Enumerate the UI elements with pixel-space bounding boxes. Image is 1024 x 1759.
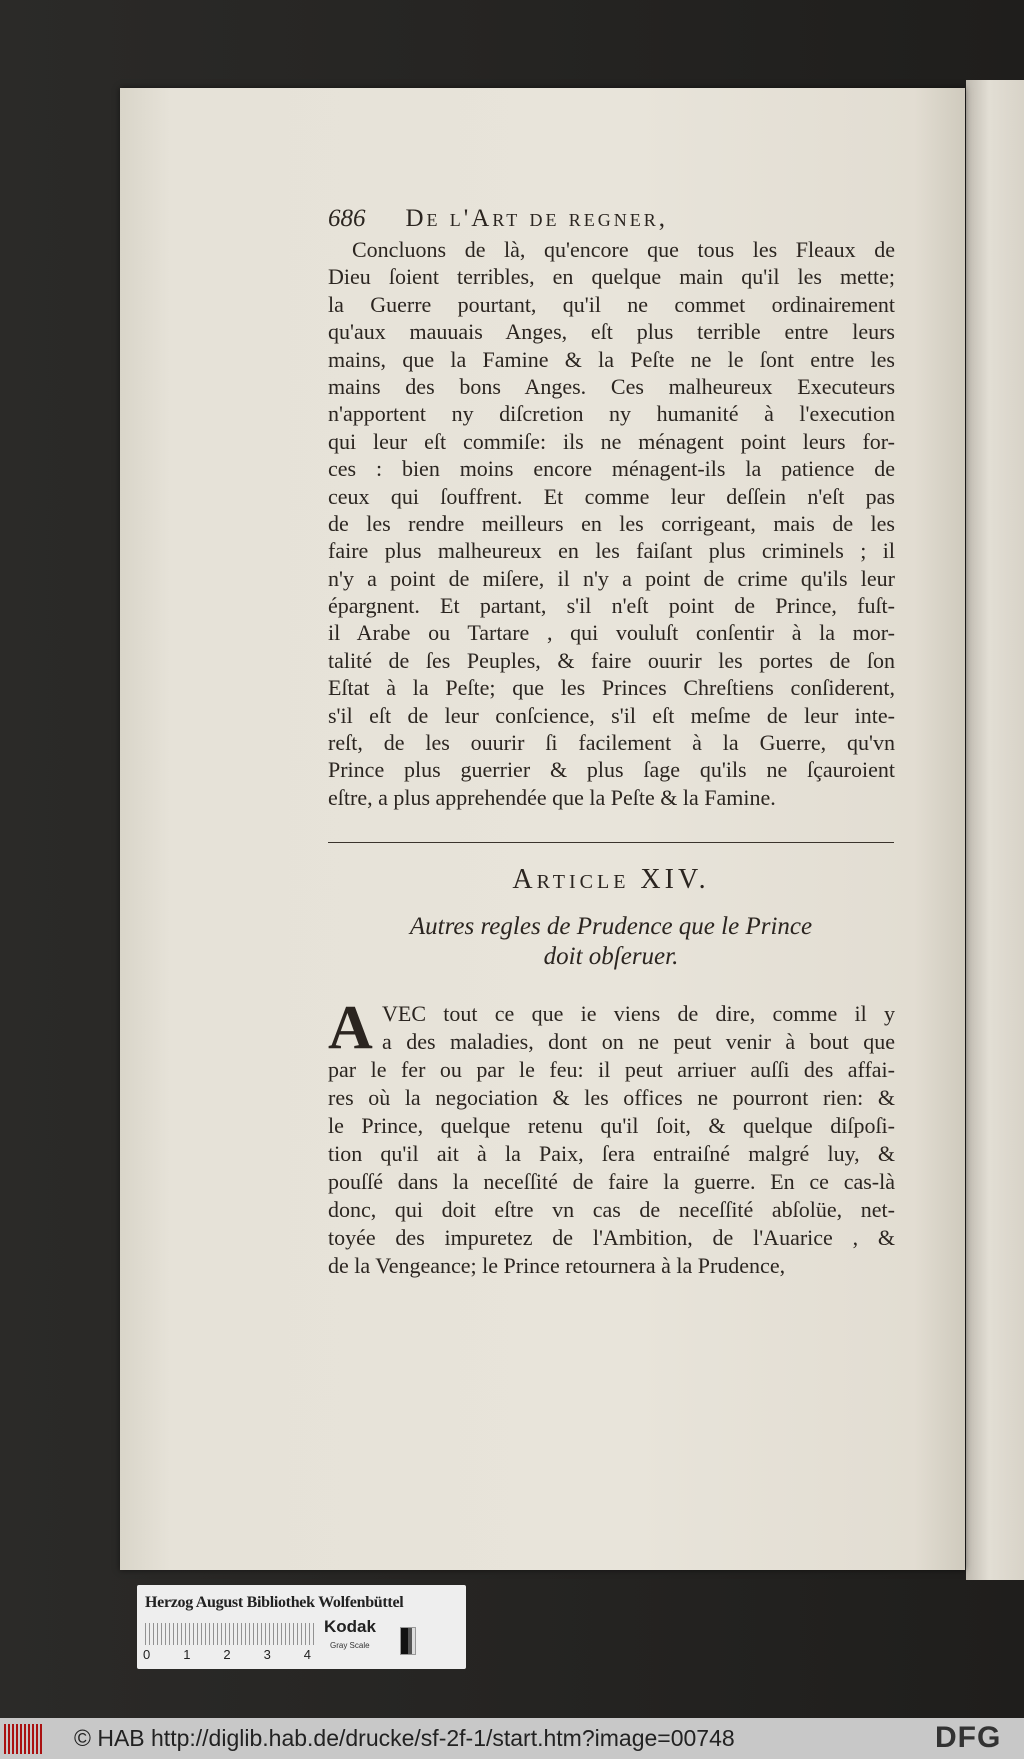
paragraph-2 [328, 1000, 895, 1280]
text-line: tion qu'il ait à la Paix, ſera entraiſné malgré luy, & [328, 1141, 895, 1166]
subtitle-line: Autres regles de Prudence que le Prince [409, 913, 813, 940]
text-line: faire plus malheureux en les faiſant plus criminels ; il [328, 538, 895, 564]
gray-scale-caption: Gray Scale [330, 1641, 370, 1650]
running-head [328, 204, 898, 234]
text-line: mains, que la Famine & la Peſte ne le ſont entre les [328, 346, 895, 372]
copyright-link[interactable]: © HAB http://diglib.hab.de/drucke/sf-2f-1/start.htm?image=00748 [74, 1725, 735, 1751]
page-number: 686 [328, 205, 366, 232]
text-line: la Guerre pourtant, qu'il ne commet ordinairement [328, 291, 895, 317]
text-line: Eſtat à la Peſte; que les Princes Chreſtiens conſiderent, [328, 675, 895, 701]
text-line: pouſſé dans la neceſſité de faire la guerre. En ce cas-là [328, 1169, 895, 1194]
text-line: n'y a point de miſere, il n'y a point de crime qu'ils leur [328, 565, 895, 591]
text-line: de la Vengeance; le Prince retournera à la Prudence, [328, 1253, 786, 1278]
running-title: De l'Art de regner, [405, 205, 669, 232]
text-line: toyée des impuretez de l'Ambition, de l'Auarice , & [328, 1225, 895, 1250]
library-color-chart-label [137, 1585, 466, 1669]
dfg-logo: DFG [935, 1721, 1002, 1754]
text-line: talité de ſes Peuples, & faire ouurir les portes de ſon [328, 647, 895, 673]
ruler-numbers [143, 1647, 311, 1663]
ruler-number: 1 [183, 1647, 191, 1662]
kodak-brand: Kodak [324, 1617, 376, 1636]
text-line: il Arabe ou Tartare , qui vouluſt conſentir à la mor- [328, 620, 895, 646]
ruler-number: 3 [263, 1647, 271, 1662]
ruler-number: 0 [143, 1647, 151, 1662]
text-line: de les rendre meilleurs en les corrigeant, mais de les [328, 510, 895, 536]
adjacent-page-edge [966, 80, 1024, 1580]
article-heading: Article XIV. [512, 864, 710, 895]
text-line: qu'aux mauuais Anges, eſt plus terrible entre leurs [328, 319, 895, 345]
hab-logo-icon [4, 1724, 44, 1754]
text-line: eſtre, a plus apprehendée que la Peſte & la Famine. [328, 784, 776, 810]
text-line: reſt, de les ouurir ſi facilement à la Guerre, qu'vn [328, 730, 895, 756]
text-line: Concluons de là, qu'encore que tous les Fleaux de [352, 237, 895, 262]
text-line: VEC tout ce que ie viens de dire, comme il y [382, 1001, 895, 1026]
text-line: s'il eſt de leur conſcience, s'il eſt meſme de leur inte- [328, 702, 895, 728]
ruler-number: 4 [303, 1647, 311, 1662]
library-name: Herzog August Bibliothek Wolfenbüttel [145, 1594, 404, 1611]
text-line: le Prince, quelque retenu qu'il ſoit, & quelque diſpoſi- [328, 1113, 895, 1138]
section-rule [328, 842, 894, 843]
text-line: par le fer ou par le feu: il peut arriuer auſſi des affai- [328, 1057, 895, 1082]
text-line: épargnent. Et partant, s'il n'eſt point de Prince, fuſt- [328, 593, 895, 619]
text-line: ces : bien moins encore ménagent-ils la patience de [328, 456, 895, 482]
gray-scale-swatch [400, 1627, 416, 1655]
text-line: res où la negociation & les offices ne pourront rien: & [328, 1085, 895, 1110]
text-line: Prince plus guerrier & plus ſage qu'ils ne ſçauroient [328, 757, 895, 783]
text-line: a des maladies, dont on ne peut venir à bout que [382, 1029, 895, 1054]
subtitle-line: doit obſeruer. [543, 943, 679, 970]
ruler-scale [145, 1623, 315, 1645]
paragraph-1 [328, 236, 895, 811]
footer-bar [0, 1718, 1024, 1759]
text-line: n'apportent ny diſcretion ny humanité à l'execution [328, 401, 895, 427]
ruler-number: 2 [223, 1647, 231, 1662]
text-line: qui leur eſt commiſe: ils ne ménagent point leurs for- [328, 428, 895, 454]
text-line: donc, qui doit eſtre vn cas de neceſſité abſolüe, net- [328, 1197, 895, 1222]
text-line: Dieu ſoient terribles, en quelque main qu'il les mette; [328, 264, 895, 290]
text-line: ceux qui ſouffrent. Et comme leur deſſein n'eſt pas [328, 483, 895, 509]
drop-cap: A [328, 1000, 373, 1056]
text-line: mains des bons Anges. Ces malheureux Executeurs [328, 373, 895, 399]
article-subtitle [328, 912, 894, 972]
